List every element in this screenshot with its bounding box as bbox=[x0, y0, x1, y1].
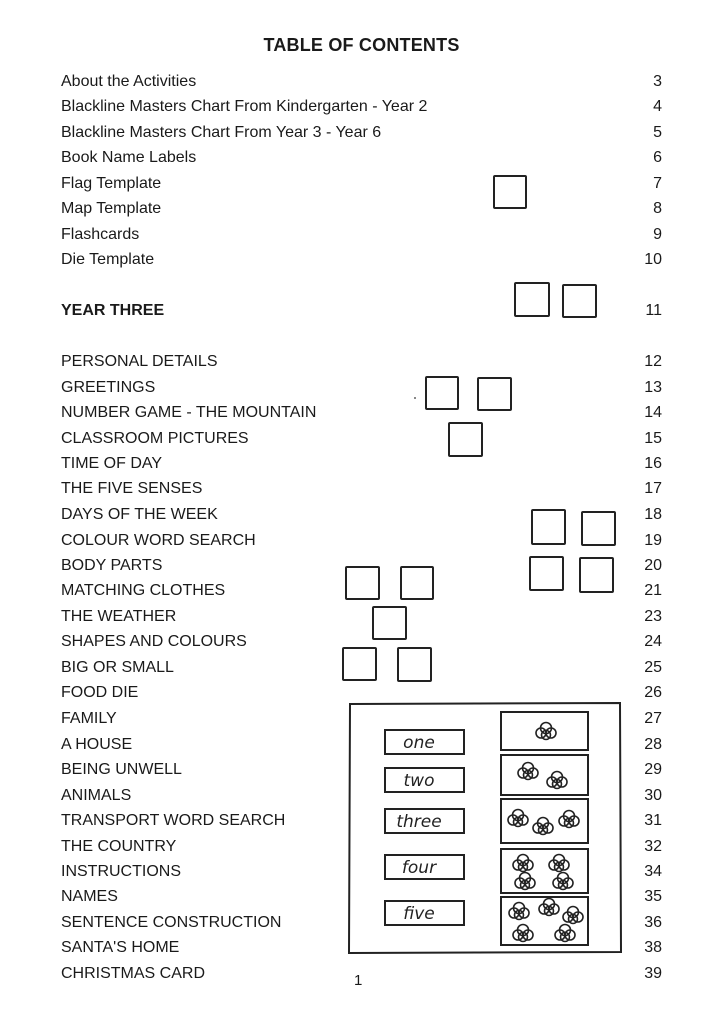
toc-entry bbox=[61, 98, 662, 120]
toc-entry bbox=[61, 200, 662, 222]
toc-entry-page: 35 bbox=[644, 888, 662, 905]
toc-entry-title: BIG OR SMALL bbox=[61, 659, 174, 676]
toc-entry-title: SENTENCE CONSTRUCTION bbox=[61, 914, 282, 931]
toc-entry-title: FAMILY bbox=[61, 710, 117, 727]
toc-entry-title: TRANSPORT WORD SEARCH bbox=[61, 812, 286, 829]
cloud-icon bbox=[508, 810, 528, 827]
toc-entry-title: Map Template bbox=[61, 200, 162, 217]
toc-entry-page: 39 bbox=[644, 965, 662, 982]
toc-entry-title: ANIMALS bbox=[61, 787, 132, 804]
toc-entry-page: 29 bbox=[644, 761, 662, 778]
toc-entry-page: 15 bbox=[644, 430, 662, 447]
cloud-picture-card bbox=[501, 755, 588, 795]
toc-entry-title: THE COUNTRY bbox=[61, 838, 177, 855]
toc-entry-page: 4 bbox=[653, 98, 662, 115]
number-word: two bbox=[403, 771, 435, 791]
number-word-card bbox=[385, 809, 464, 833]
number-word-card bbox=[385, 855, 464, 879]
toc-entry-page: 25 bbox=[644, 659, 662, 676]
cloud-icon bbox=[539, 899, 559, 916]
toc-entry-page: 32 bbox=[644, 838, 662, 855]
page-title: TABLE OF CONTENTS bbox=[263, 35, 460, 55]
toc-entry-page: 3 bbox=[653, 73, 662, 90]
drawn-square bbox=[529, 556, 564, 591]
number-word: four bbox=[401, 858, 437, 878]
toc-entry-page: 12 bbox=[644, 353, 662, 370]
cloud-picture-card bbox=[501, 712, 588, 750]
toc-entry-page: 5 bbox=[653, 124, 662, 141]
number-matching-illustration bbox=[345, 700, 623, 956]
number-word-card bbox=[385, 730, 464, 754]
drawn-square bbox=[425, 376, 459, 410]
cloud-icon bbox=[555, 925, 575, 942]
toc-entry-page: 23 bbox=[644, 608, 662, 625]
toc-entry bbox=[61, 149, 662, 171]
toc-entry-title: A HOUSE bbox=[61, 736, 133, 753]
toc-entry bbox=[61, 124, 662, 146]
cloud-icon bbox=[513, 855, 533, 872]
cloud-picture-card bbox=[501, 897, 588, 945]
toc-entry-title: Blackline Masters Chart From Kindergarten - Year 2 bbox=[61, 98, 428, 115]
toc-entry-page: 18 bbox=[644, 506, 662, 523]
toc-entry bbox=[61, 608, 662, 630]
toc-entry-title: Blackline Masters Chart From Year 3 - Year 6 bbox=[61, 124, 382, 141]
cloud-icon bbox=[547, 772, 567, 789]
toc-entry-page: 17 bbox=[644, 480, 662, 497]
drawn-square bbox=[493, 175, 527, 209]
drawn-square bbox=[579, 557, 614, 593]
toc-entry bbox=[61, 430, 662, 452]
toc-entry-page: 20 bbox=[644, 557, 662, 574]
toc-entry-page: 19 bbox=[644, 532, 662, 549]
cloud-icon bbox=[533, 818, 553, 835]
cloud-icon bbox=[559, 811, 579, 828]
toc-entry-title: Book Name Labels bbox=[61, 149, 197, 166]
toc-entry-page: 10 bbox=[644, 251, 662, 268]
drawn-square bbox=[372, 606, 407, 640]
toc-entry-title: BEING UNWELL bbox=[61, 761, 182, 778]
cloud-picture-cards bbox=[501, 712, 588, 945]
cloud-icon bbox=[509, 903, 529, 920]
toc-entry bbox=[61, 480, 662, 502]
toc-entry-title: GREETINGS bbox=[61, 379, 156, 396]
toc-entry-page: 14 bbox=[644, 404, 662, 421]
cloud-icon bbox=[536, 723, 556, 740]
toc-entry-title: FOOD DIE bbox=[61, 684, 139, 701]
toc-entry-page: 11 bbox=[645, 302, 662, 319]
toc-entry bbox=[61, 73, 662, 95]
toc-entry-page: 7 bbox=[653, 175, 662, 192]
cloud-icon bbox=[549, 855, 569, 872]
toc-entry-title: About the Activities bbox=[61, 73, 197, 90]
toc-entry-title: SANTA'S HOME bbox=[61, 939, 180, 956]
toc-entry bbox=[61, 532, 662, 554]
toc-entry bbox=[61, 251, 662, 273]
drawn-square bbox=[477, 377, 512, 411]
toc-entry-title: DAYS OF THE WEEK bbox=[61, 506, 218, 523]
toc-entry bbox=[61, 379, 662, 401]
toc-entry-title: TIME OF DAY bbox=[61, 455, 163, 472]
stray-mark bbox=[414, 397, 416, 399]
toc-entry-page: 9 bbox=[653, 226, 662, 243]
drawn-square bbox=[581, 511, 616, 546]
toc-entry bbox=[61, 404, 662, 426]
page-number: 1 bbox=[354, 972, 363, 989]
toc-entry bbox=[61, 353, 662, 375]
toc-entry-title: NUMBER GAME - THE MOUNTAIN bbox=[61, 404, 317, 421]
toc-entry-page: 27 bbox=[644, 710, 662, 727]
drawn-square bbox=[342, 647, 377, 681]
cloud-icon bbox=[518, 763, 538, 780]
cloud-icon bbox=[563, 907, 583, 924]
toc-entry bbox=[61, 506, 662, 528]
toc-entry-page: 36 bbox=[644, 914, 662, 931]
toc-entry-page: 13 bbox=[644, 379, 662, 396]
toc-entry-page: 24 bbox=[644, 633, 662, 650]
drawn-square bbox=[562, 284, 597, 318]
number-word-cards bbox=[385, 730, 464, 925]
toc-entry-title: COLOUR WORD SEARCH bbox=[61, 532, 256, 549]
number-word: five bbox=[403, 904, 435, 924]
number-word-card bbox=[385, 901, 464, 925]
toc-entry-page: 34 bbox=[644, 863, 662, 880]
toc-entry-title: CLASSROOM PICTURES bbox=[61, 430, 249, 447]
toc-entry-title: INSTRUCTIONS bbox=[61, 863, 181, 880]
drawn-square bbox=[448, 422, 483, 457]
toc-entry bbox=[61, 175, 662, 197]
toc-entry-title: Flashcards bbox=[61, 226, 140, 243]
toc-entry-title: NAMES bbox=[61, 888, 118, 905]
toc-entry-page: 30 bbox=[644, 787, 662, 804]
toc-entry-title: CHRISTMAS CARD bbox=[61, 965, 206, 982]
toc-entry-page: 28 bbox=[644, 736, 662, 753]
drawn-square bbox=[531, 509, 566, 545]
drawn-square bbox=[345, 566, 380, 600]
toc-entry-page: 8 bbox=[653, 200, 662, 217]
toc-entry-page: 26 bbox=[644, 684, 662, 701]
cloud-picture-card bbox=[501, 849, 588, 893]
cloud-icon bbox=[553, 873, 573, 890]
cloud-icon bbox=[513, 925, 533, 942]
toc-entry-title: MATCHING CLOTHES bbox=[61, 582, 226, 599]
toc-entry-page: 31 bbox=[644, 812, 662, 829]
toc-entry-title: YEAR THREE bbox=[61, 302, 165, 319]
toc-entry-page: 21 bbox=[644, 582, 662, 599]
toc-entry-title: THE WEATHER bbox=[61, 608, 177, 625]
number-word: one bbox=[403, 733, 435, 753]
toc-entry-title: Die Template bbox=[61, 251, 155, 268]
toc-entry-page: 38 bbox=[644, 939, 662, 956]
toc-entry bbox=[61, 226, 662, 248]
toc-entry-page: 16 bbox=[644, 455, 662, 472]
toc-entry bbox=[61, 455, 662, 477]
cloud-icon bbox=[515, 873, 535, 890]
toc-entry-title: BODY PARTS bbox=[61, 557, 163, 574]
toc-entry-title: THE FIVE SENSES bbox=[61, 480, 203, 497]
toc-entry-title: PERSONAL DETAILS bbox=[61, 353, 218, 370]
toc-entry-page: 6 bbox=[653, 149, 662, 166]
drawn-square bbox=[514, 282, 550, 317]
cloud-picture-card bbox=[501, 799, 588, 843]
drawn-square bbox=[400, 566, 434, 600]
toc-entry-title: SHAPES AND COLOURS bbox=[61, 633, 247, 650]
number-word-card bbox=[385, 768, 464, 792]
toc-entry-title: Flag Template bbox=[61, 175, 162, 192]
number-word: three bbox=[396, 812, 442, 832]
drawn-square bbox=[397, 647, 432, 682]
